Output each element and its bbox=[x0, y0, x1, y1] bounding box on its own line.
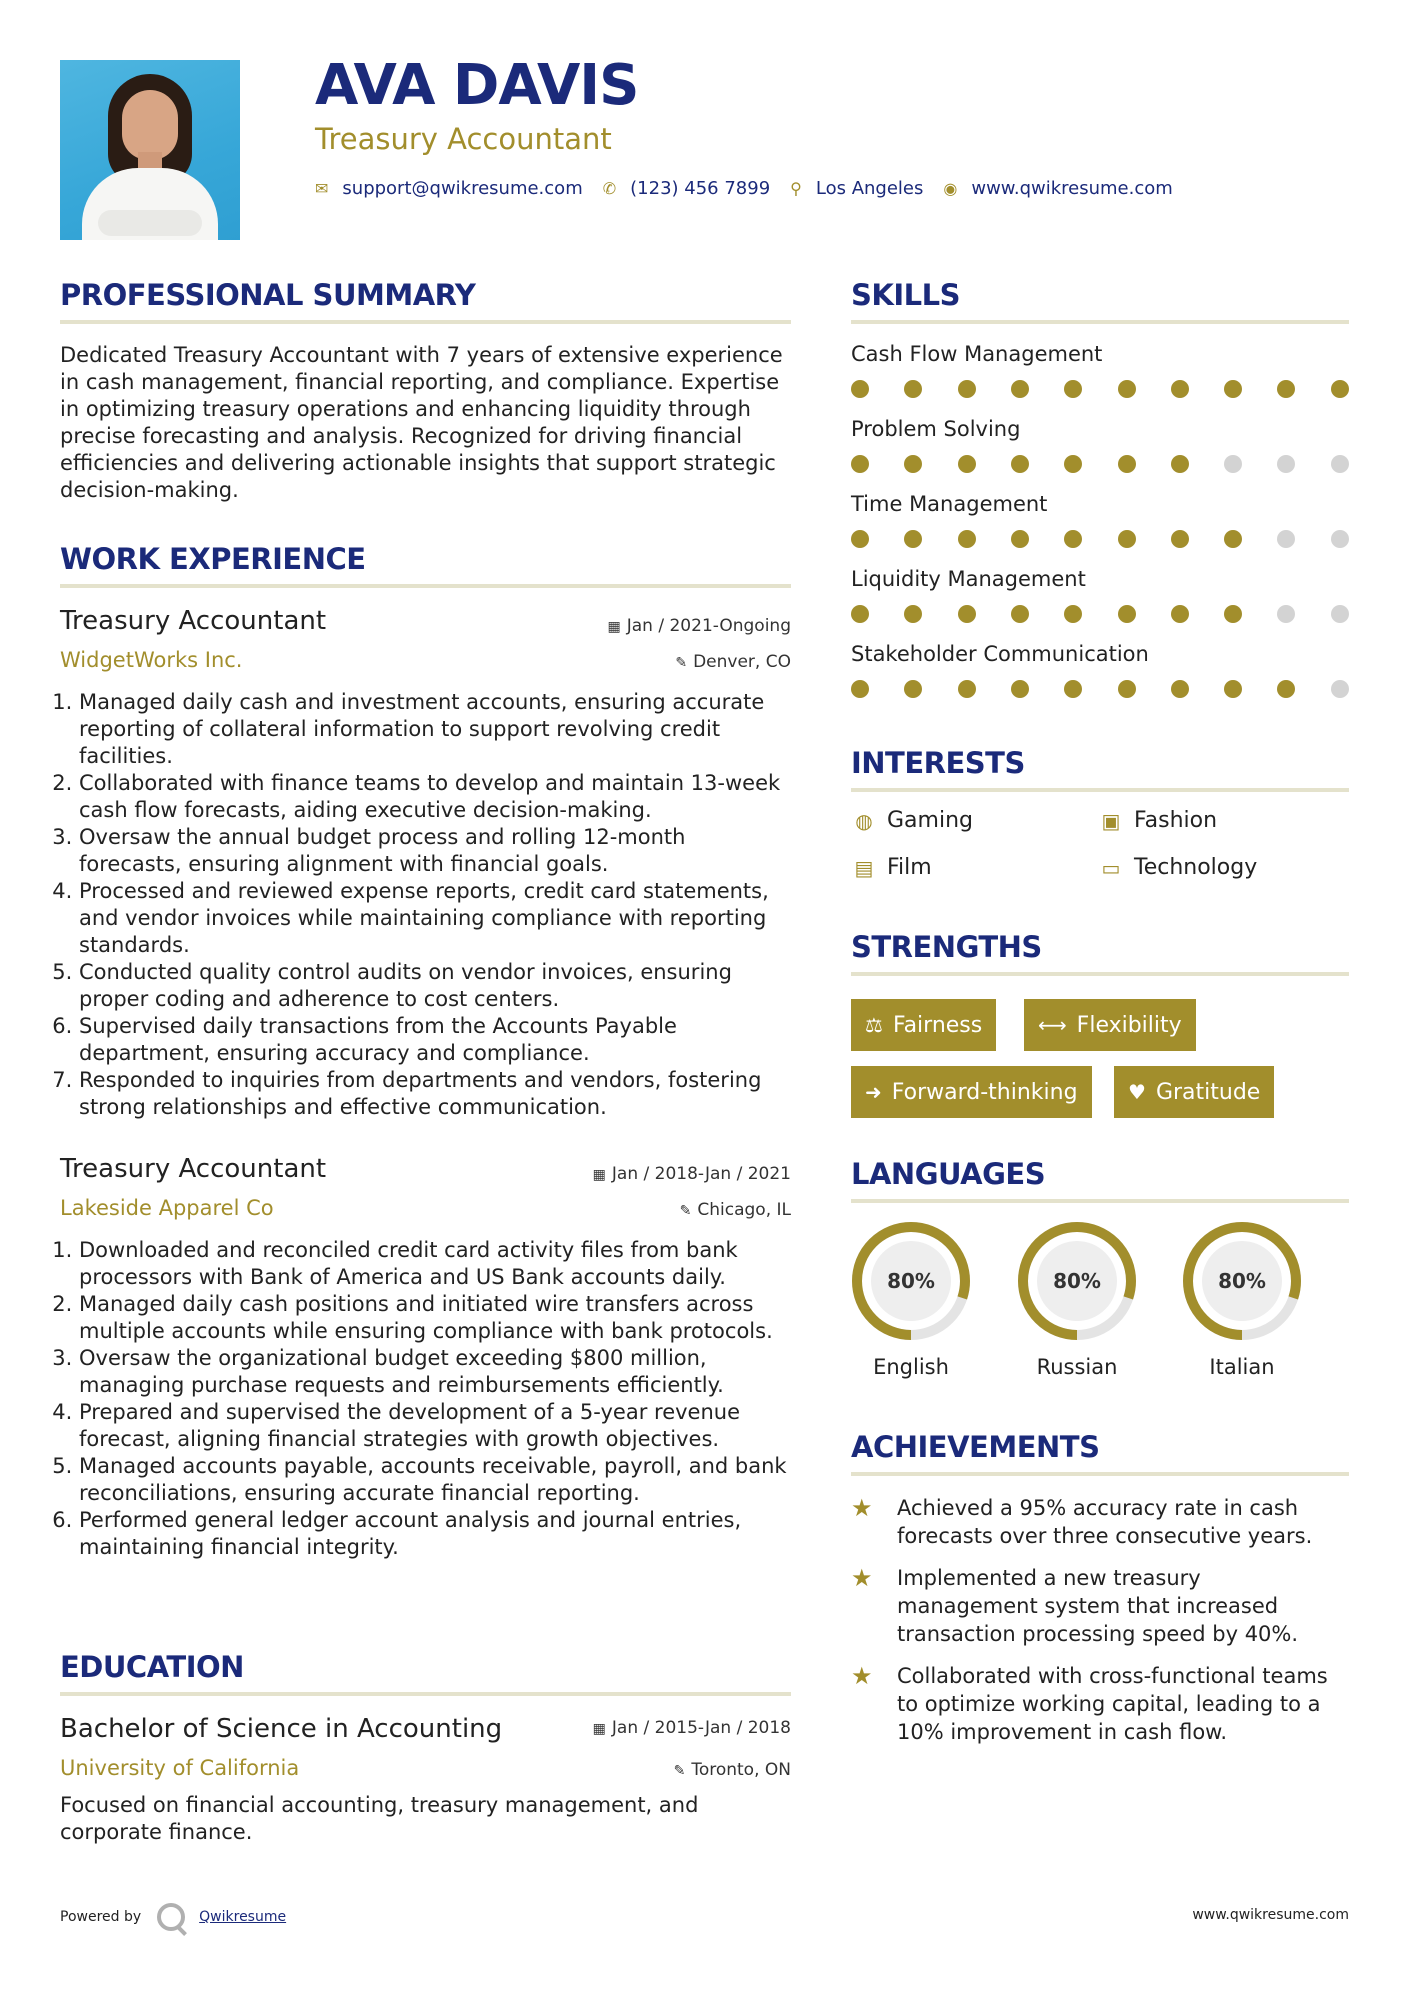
achievement-item: ★ Collaborated with cross-functional teams to optimize working capital, leading to a 10% improvement in cash flow. bbox=[851, 1662, 1328, 1744]
list-item: 5. Managed accounts payable, accounts receivable, payroll, and bank reconciliations, ensuring accurate financial reporting. bbox=[79, 1453, 791, 1507]
star-icon: ★ bbox=[851, 1564, 873, 1592]
qwikresume-link[interactable]: Qwikresume bbox=[199, 1909, 287, 1925]
education-heading: EDUCATION bbox=[60, 1650, 244, 1684]
calendar-icon: ▦ bbox=[592, 1721, 606, 1737]
powered-by-label: Powered by bbox=[60, 1909, 142, 1925]
gamepad-icon: ◍ bbox=[855, 808, 873, 833]
star-icon: ★ bbox=[851, 1494, 873, 1522]
languages-heading: LANGUAGES bbox=[851, 1157, 1046, 1191]
qwikresume-logo-icon bbox=[157, 1903, 185, 1931]
arrow-right-icon: ➜ bbox=[865, 1080, 882, 1104]
degree-title: Bachelor of Science in Accounting bbox=[60, 1714, 503, 1744]
rating-dot-filled bbox=[958, 680, 976, 698]
skill-rating bbox=[851, 380, 1349, 400]
achievements-heading: ACHIEVEMENTS bbox=[851, 1430, 1100, 1464]
rating-dot-filled bbox=[1118, 530, 1136, 548]
profile-photo bbox=[60, 60, 240, 240]
footer-website[interactable]: www.qwikresume.com bbox=[1192, 1907, 1349, 1923]
donut-percent-label: 80% bbox=[887, 1269, 935, 1293]
rating-dot-filled bbox=[904, 680, 922, 698]
language-donut bbox=[1016, 1220, 1138, 1342]
rating-dot-filled bbox=[904, 605, 922, 623]
rating-dot-filled bbox=[958, 380, 976, 398]
interest-item-technology: ▭ Technology bbox=[1098, 855, 1257, 880]
skill-name: Cash Flow Management bbox=[851, 342, 1103, 366]
footer-powered-by bbox=[60, 1903, 286, 1931]
rating-dot-filled bbox=[1064, 380, 1082, 398]
language-donut bbox=[1181, 1220, 1303, 1342]
contact-website[interactable]: www.qwikresume.com bbox=[971, 178, 1173, 199]
skills-heading: SKILLS bbox=[851, 278, 960, 312]
rating-dot-empty bbox=[1277, 605, 1295, 623]
strength-badge-forward-thinking: ➜ Forward-thinking bbox=[851, 1066, 1092, 1118]
rating-dot-empty bbox=[1277, 530, 1295, 548]
rating-dot-filled bbox=[1224, 380, 1242, 398]
pushpin-icon: ✎ bbox=[679, 1203, 692, 1219]
rating-dot-filled bbox=[1224, 530, 1242, 548]
contact-phone[interactable]: (123) 456 7899 bbox=[630, 178, 771, 199]
rating-dot-filled bbox=[1118, 605, 1136, 623]
globe-icon: ◉ bbox=[943, 179, 958, 198]
job-company: WidgetWorks Inc. bbox=[60, 648, 243, 672]
rating-dot-empty bbox=[1331, 605, 1349, 623]
rating-dot-filled bbox=[1011, 455, 1029, 473]
rating-dot-filled bbox=[904, 530, 922, 548]
list-item: 7. Responded to inquiries from departments and vendors, fostering strong relationships and effective communication. bbox=[79, 1067, 791, 1121]
rating-dot-filled bbox=[1118, 455, 1136, 473]
list-item: 6. Supervised daily transactions from the Accounts Payable department, ensuring accuracy and compliance. bbox=[79, 1013, 791, 1067]
language-name: Italian bbox=[1209, 1355, 1275, 1379]
experience-divider bbox=[60, 584, 791, 588]
interest-item-film: ▤ Film bbox=[851, 855, 932, 880]
rating-dot-filled bbox=[1171, 680, 1189, 698]
interest-item-fashion: ▣ Fashion bbox=[1098, 808, 1217, 833]
rating-dot-filled bbox=[904, 380, 922, 398]
strength-badge-gratitude: ♥ Gratitude bbox=[1114, 1066, 1274, 1118]
film-icon: ▤ bbox=[854, 855, 874, 880]
candidate-title: Treasury Accountant bbox=[315, 122, 612, 156]
pushpin-icon: ✎ bbox=[673, 1763, 686, 1779]
rating-dot-filled bbox=[958, 605, 976, 623]
job-title: Treasury Accountant bbox=[60, 606, 327, 636]
list-item: 1. Downloaded and reconciled credit card activity files from bank processors with Bank of America and US Bank accounts daily. bbox=[79, 1237, 791, 1291]
skill-name: Time Management bbox=[851, 492, 1048, 516]
achievement-item: ★ Implemented a new treasury management system that increased transaction processing speed by 40%. bbox=[851, 1564, 1299, 1646]
education-description: Focused on financial accounting, treasury management, and corporate finance. bbox=[60, 1793, 699, 1844]
interest-item-gaming: ◍ Gaming bbox=[851, 808, 973, 833]
list-item: 5. Conducted quality control audits on vendor invoices, ensuring proper coding and adherence to cost centers. bbox=[79, 959, 791, 1013]
rating-dot-filled bbox=[851, 605, 869, 623]
summary-divider bbox=[60, 320, 791, 324]
language-name: English bbox=[873, 1355, 949, 1379]
rating-dot-empty bbox=[1331, 455, 1349, 473]
summary-heading: PROFESSIONAL SUMMARY bbox=[60, 278, 476, 312]
rating-dot-empty bbox=[1277, 455, 1295, 473]
job-dates: ▦ Jan / 2021-Ongoing bbox=[607, 616, 791, 636]
skill-rating bbox=[851, 605, 1349, 625]
achievement-item: ★ Achieved a 95% accuracy rate in cash forecasts over three consecutive years. bbox=[851, 1494, 1313, 1548]
rating-dot-filled bbox=[1171, 530, 1189, 548]
education-divider bbox=[60, 1692, 791, 1696]
job-bullets bbox=[60, 689, 791, 1121]
rating-dot-filled bbox=[851, 530, 869, 548]
rating-dot-filled bbox=[1224, 680, 1242, 698]
list-item: 2. Managed daily cash positions and initiated wire transfers across multiple accounts while ensuring compliance with bank protocols. bbox=[79, 1291, 791, 1345]
list-item: 1. Managed daily cash and investment accounts, ensuring accurate reporting of collateral information to support revolving credit facilities. bbox=[79, 689, 791, 770]
skills-divider bbox=[851, 320, 1349, 324]
arrows-horizontal-icon: ⟷ bbox=[1038, 1013, 1067, 1037]
list-item: 4. Processed and reviewed expense reports, credit card statements, and vendor invoices while maintaining compliance with reporting standards. bbox=[79, 878, 791, 959]
rating-dot-filled bbox=[1118, 380, 1136, 398]
language-name: Russian bbox=[1036, 1355, 1118, 1379]
list-item: 3. Oversaw the organizational budget exceeding $800 million, managing purchase requests and reimbursements efficiently. bbox=[79, 1345, 791, 1399]
rating-dot-empty bbox=[1331, 530, 1349, 548]
contact-email[interactable]: support@qwikresume.com bbox=[342, 178, 583, 199]
skill-rating bbox=[851, 530, 1349, 550]
experience-heading: WORK EXPERIENCE bbox=[60, 542, 366, 576]
rating-dot-filled bbox=[1171, 380, 1189, 398]
rating-dot-filled bbox=[1011, 380, 1029, 398]
education-location: ✎ Toronto, ON bbox=[673, 1760, 791, 1780]
rating-dot-filled bbox=[1331, 380, 1349, 398]
rating-dot-filled bbox=[1064, 530, 1082, 548]
heart-icon: ♥ bbox=[1128, 1080, 1146, 1104]
job-bullets bbox=[60, 1237, 791, 1561]
rating-dot-filled bbox=[1277, 680, 1295, 698]
rating-dot-filled bbox=[1277, 380, 1295, 398]
rating-dot-filled bbox=[1224, 605, 1242, 623]
calendar-icon: ▦ bbox=[607, 619, 621, 635]
interests-heading: INTERESTS bbox=[851, 746, 1025, 780]
rating-dot-filled bbox=[1118, 680, 1136, 698]
job-dates: ▦ Jan / 2018-Jan / 2021 bbox=[592, 1164, 791, 1184]
education-dates: ▦ Jan / 2015-Jan / 2018 bbox=[592, 1718, 791, 1738]
rating-dot-filled bbox=[958, 530, 976, 548]
rating-dot-filled bbox=[904, 455, 922, 473]
shopping-bag-icon: ▣ bbox=[1101, 808, 1121, 833]
phone-icon: ✆ bbox=[602, 179, 617, 198]
skill-rating bbox=[851, 455, 1349, 475]
rating-dot-filled bbox=[1171, 605, 1189, 623]
rating-dot-empty bbox=[1224, 455, 1242, 473]
contact-bar bbox=[315, 178, 1193, 199]
contact-location: Los Angeles bbox=[815, 178, 924, 199]
laptop-icon: ▭ bbox=[1101, 855, 1121, 880]
list-item: 2. Collaborated with finance teams to develop and maintain 13-week cash flow forecasts, aiding executive decision-making. bbox=[79, 770, 791, 824]
job-location: ✎ Chicago, IL bbox=[679, 1200, 791, 1220]
rating-dot-filled bbox=[1171, 455, 1189, 473]
list-item: 4. Prepared and supervised the development of a 5-year revenue forecast, aligning financial strategies with growth objectives. bbox=[79, 1399, 791, 1453]
list-item: 6. Performed general ledger account analysis and journal entries, maintaining financial integrity. bbox=[79, 1507, 791, 1561]
job-location: ✎ Denver, CO bbox=[675, 652, 791, 672]
balance-scale-icon: ⚖ bbox=[865, 1013, 883, 1037]
rating-dot-filled bbox=[851, 455, 869, 473]
rating-dot-filled bbox=[1064, 605, 1082, 623]
donut-percent-label: 80% bbox=[1218, 1269, 1266, 1293]
strengths-divider bbox=[851, 972, 1349, 976]
donut-percent-label: 80% bbox=[1053, 1269, 1101, 1293]
skill-name: Problem Solving bbox=[851, 417, 1021, 441]
summary-text: Dedicated Treasury Accountant with 7 years of extensive experience in cash management, financial reporting, and compliance. Expertise in optimizing treasury operations and enhancing liquidity through precise forecasting and analysis. Recognized for driving financial efficiencies and delivering actionable insights that support strategic decision-making. bbox=[60, 343, 783, 502]
language-donut bbox=[850, 1220, 972, 1342]
school-name: University of California bbox=[60, 1756, 300, 1780]
rating-dot-empty bbox=[1331, 680, 1349, 698]
languages-divider bbox=[851, 1199, 1349, 1203]
rating-dot-filled bbox=[1064, 680, 1082, 698]
achievements-divider bbox=[851, 1472, 1349, 1476]
skill-rating bbox=[851, 680, 1349, 700]
star-icon: ★ bbox=[851, 1662, 873, 1690]
rating-dot-filled bbox=[1011, 605, 1029, 623]
strength-badge-fairness: ⚖ Fairness bbox=[851, 999, 996, 1051]
rating-dot-filled bbox=[851, 680, 869, 698]
pushpin-icon: ✎ bbox=[675, 655, 688, 671]
strength-badge-flexibility: ⟷ Flexibility bbox=[1024, 999, 1196, 1051]
rating-dot-filled bbox=[851, 380, 869, 398]
rating-dot-filled bbox=[1011, 530, 1029, 548]
interests-divider bbox=[851, 788, 1349, 792]
rating-dot-filled bbox=[1011, 680, 1029, 698]
map-pin-icon: ⚲ bbox=[790, 179, 802, 198]
envelope-icon: ✉ bbox=[315, 179, 329, 198]
list-item: 3. Oversaw the annual budget process and rolling 12-month forecasts, ensuring alignment with financial goals. bbox=[79, 824, 791, 878]
skill-name: Stakeholder Communication bbox=[851, 642, 1149, 666]
strengths-heading: STRENGTHS bbox=[851, 930, 1042, 964]
calendar-icon: ▦ bbox=[592, 1167, 606, 1183]
rating-dot-filled bbox=[958, 455, 976, 473]
job-company: Lakeside Apparel Co bbox=[60, 1196, 274, 1220]
rating-dot-filled bbox=[1064, 455, 1082, 473]
candidate-name: AVA DAVIS bbox=[315, 53, 639, 118]
job-title: Treasury Accountant bbox=[60, 1154, 327, 1184]
skill-name: Liquidity Management bbox=[851, 567, 1086, 591]
